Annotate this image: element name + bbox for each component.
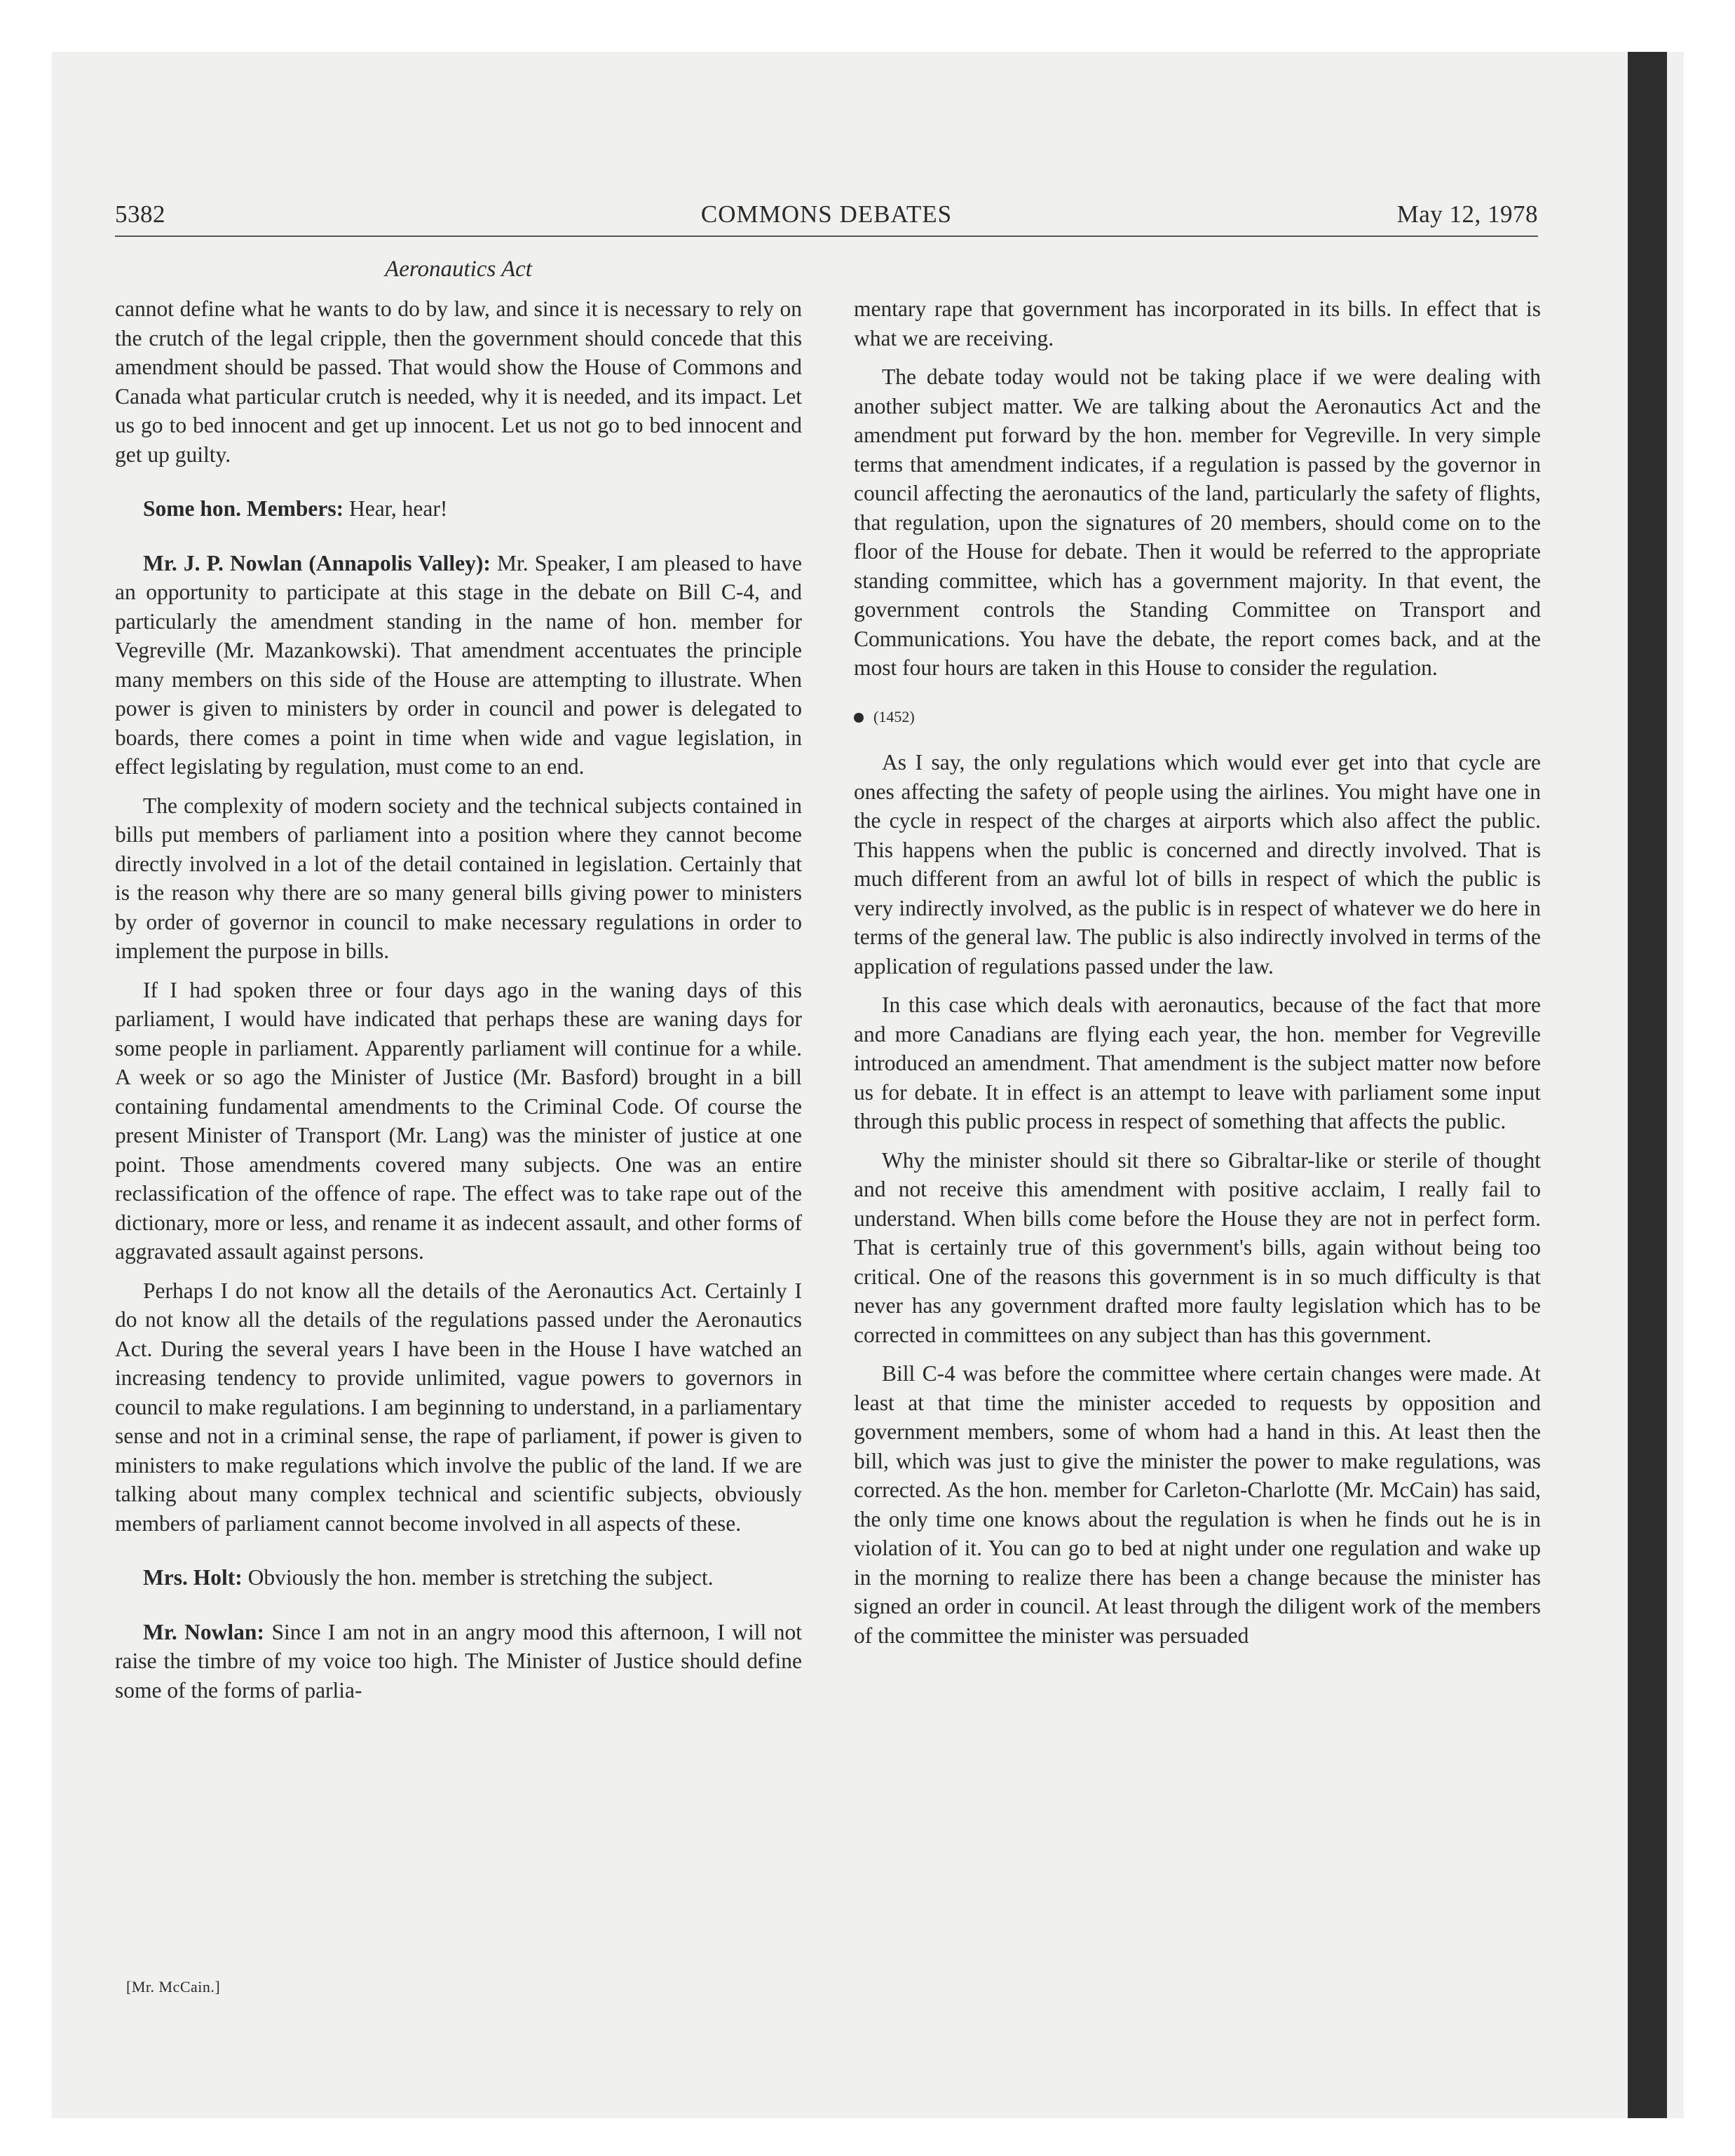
speech-text: Since I am not in an angry mood this afternoon, I will not raise the timbre of my voice too high. The Minister of Justice should define some of the forms of parlia- [115, 1619, 803, 1703]
paragraph: Why the minister should sit there so Gibraltar-like or sterile of thought and not receive this amendment with positive acclaim, I really fail to understand. When bills come before the House they are not in perfect form. That is certainly true of this government's bills, again without being too critical. One of the reasons this government is in so much difficulty is that never has any government drafted more faulty legislation which has to be corrected in committees on any subject than has this government. [854, 1147, 1541, 1347]
paragraph: The debate today would not be taking place if we were dealing with another subject matter. We are talking about the Aeronautics Act and the amendment put forward by the hon. member for Vegreville. In very simple terms that amendment indicates, if a regulation is passed by the governor in council affecting the aeronautics of the land, particularly the safety of flights, that regulation, upon the signatures of 20 members, should come on to the floor of the House for debate. Then it would be referred to the appropriate standing committee, which has a government majority. In that event, the government controls the Standing Committee on Transport and Communications. You have the debate, the report comes back, and at the most four hours are taken in this House to consider the regulation. [854, 364, 1541, 680]
publication-title: COMMONS DEBATES [700, 200, 953, 228]
speaker-name: Mrs. Holt: [143, 1565, 243, 1590]
paragraph: In this case which deals with aeronautics, because of the fact that more and more Canadians are flying each year, the hon. member for Vegreville introduced an amendment. That amendment is the subject matter now before us for debate. It in effect is an attempt to leave with parliament some input through this public process in respect of something that affects the public. [854, 992, 1541, 1133]
paragraph: Bill C-4 was before the committee where certain changes were made. At least at that time the minister acceded to requests by opposition and government members, some of whom had a hand in this. At least then the bill, which was just to give the minister the power to make regulations, was corrected. As the hon. member for Carleton-Charlotte (Mr. McCain) has said, the only time one knows about the regulation is when he finds out he is in violation of it. You can go to bed at night under one regulation and wake up in the morning to realize there has been a change because the minister has signed an order in council. At least through the diligent work of the members of the committee the minister was persuaded [854, 1361, 1541, 1648]
paragraph: mentary rape that government has incorporated in its bills. In effect that is what we are receiving. [854, 296, 1541, 350]
page-date: May 12, 1978 [1396, 200, 1538, 228]
speaker-name: Some hon. Members: [143, 496, 344, 521]
scan-edge-shadow [1628, 52, 1667, 2118]
footer-speaker-note: [Mr. McCain.] [126, 1978, 221, 1995]
timestamp-marker [854, 702, 1541, 732]
speech-text: Hear, hear! [343, 496, 448, 521]
speech-paragraph [115, 1563, 802, 1592]
speaker-name: Mr. Nowlan: [143, 1619, 264, 1644]
bullet-icon [854, 713, 864, 723]
page-number: 5382 [115, 200, 165, 228]
paragraph: cannot define what he wants to do by law, and since it is necessary to rely on the crutch of the legal cripple, then the government should concede that this amendment should be passed. That would show the House of Commons and Canada what particular crutch is needed, why it is needed, and its impact. Let us go to bed innocent and get up innocent. Let us not go to bed innocent and get up guilty. [115, 296, 802, 467]
paragraph: Perhaps I do not know all the details of the Aeronautics Act. Certainly I do not know all the details of the regulations passed under the Aeronautics Act. During the several years I have been in the House I have watched an increasing tendency to provide unlimited, vague powers to governors in council to make regulations. I am beginning to understand, in a parliamentary sense and not in a criminal sense, the rape of parliament, if power is given to ministers to make regulations which involve the public of the land. If we are talking about many complex technical and scientific subjects, obviously members of parliament cannot become involved in all aspects of these. [115, 1278, 802, 1536]
speaker-name: Mr. J. P. Nowlan (Annapolis Valley): [143, 550, 491, 575]
left-column [115, 294, 802, 1714]
paragraph: The complexity of modern society and the technical subjects contained in bills put members of parliament into a position where they cannot become directly involved in a lot of the detail contained in legislation. Certainly that is the reason why there are so many general bills giving power to ministers by order of governor in council to make necessary regulations in order to implement the purpose in bills. [115, 793, 802, 963]
speech-paragraph [115, 494, 802, 524]
paragraph: As I say, the only regulations which would ever get into that cycle are ones affecting the safety of people using the airlines. You might have one in the cycle in respect of the charges at airports which also affect the public. This happens when the public is concerned and directly involved. That is much different from an awful lot of bills in respect of which the public is very indirectly involved, as the public is in respect of whatever we do here in terms of the general law. The public is also indirectly involved in terms of the application of regulations passed under the law. [854, 750, 1541, 978]
section-title: Aeronautics Act [385, 257, 532, 282]
paragraph: If I had spoken three or four days ago in the waning days of this parliament, I would have indicated that perhaps these are waning days for some people in parliament. Apparently parliament will continue for a while. A week or so ago the Minister of Justice (Mr. Basford) brought in a bill containing fundamental amendments to the Criminal Code. Of course the present Minister of Transport (Mr. Lang) was the minister of justice at one point. Those amendments covered many subjects. One was an entire reclassification of the offence of rape. The effect was to take rape out of the dictionary, more or less, and rename it as indecent assault, and other forms of aggravated assault against persons. [115, 977, 802, 1264]
speech-text: Obviously the hon. member is stretching the subject. [242, 1565, 714, 1590]
speech-text: Mr. Speaker, I am pleased to have an opportunity to participate at this stage in the debate on Bill C-4, and particularly the amendment standing in the name of hon. member for Vegreville (Mr. Mazankowski). That amendment accentuates the principle many members on this side of the House are attempting to illustrate. When power is given to ministers by order in council and power is delegated to boards, there comes a point in time when wide and vague legislation, in effect legislating by regulation, must come to an end. [115, 550, 803, 779]
page-header [115, 200, 1538, 237]
right-column [854, 294, 1541, 1660]
timestamp-text: (1452) [873, 707, 915, 725]
speech-paragraph [115, 549, 802, 782]
speech-paragraph [115, 1618, 802, 1705]
